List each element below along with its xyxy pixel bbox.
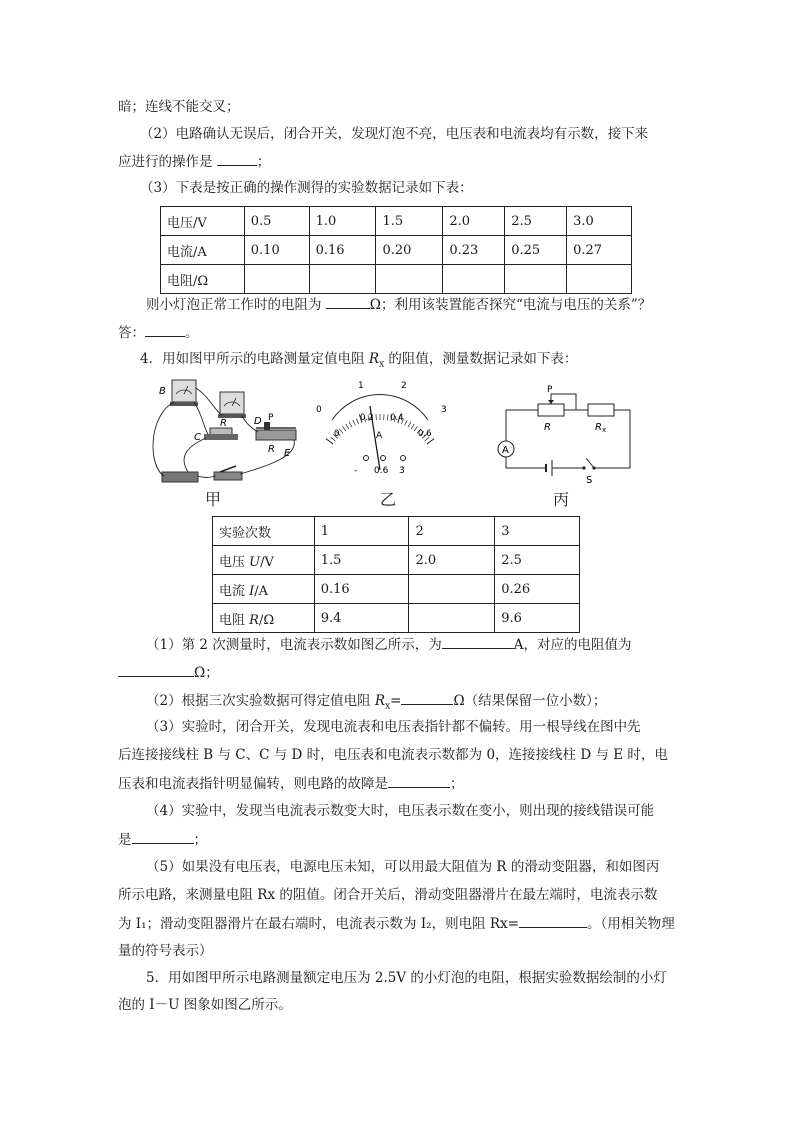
label-rx: R: [595, 422, 602, 433]
table-row: [213, 546, 580, 575]
q3-sub2-line-1: （2）电路确认无误后，闭合开关，发现灯泡不亮，电压表和电流表均有示数，接下来: [140, 126, 649, 142]
row-label-symbol: R: [249, 612, 259, 628]
table-cell: [244, 265, 309, 294]
row-header-cell: [213, 604, 315, 633]
q4-sub3-text-end: ；: [450, 776, 464, 792]
answer-blank[interactable]: [118, 662, 194, 677]
label-slider-p: P: [547, 385, 553, 395]
q3-sub2-end: ；: [256, 154, 271, 170]
table-cell: [376, 265, 443, 294]
dial-tick-mark: [356, 418, 358, 424]
dial-tick-mark: [387, 415, 388, 421]
dial-tick-mark: [427, 439, 434, 444]
label-p: P: [268, 413, 274, 423]
row-header-cell: [213, 575, 315, 604]
q3-sub3-question: [146, 294, 651, 315]
q3-sub2-text: 应进行的操作是: [118, 154, 217, 170]
q5-line-2: 泡的 I－U 图象如图乙所示。: [118, 997, 292, 1013]
table-row: [161, 236, 632, 265]
label-d: D: [254, 416, 262, 427]
q4-sub5-line-2: 所示电路，来测量电阻 Rx 的阻值。闭合开关后，滑动变阻器滑片在最左端时，电流表示数: [118, 887, 658, 903]
dial-unit: A: [376, 431, 383, 441]
table-cell: 9.6: [495, 604, 580, 633]
row-label-unit: /V: [260, 554, 274, 570]
q4-sub2-line: [146, 690, 606, 717]
q4-intro: [140, 349, 577, 375]
label-r: R: [220, 418, 227, 429]
figure-bing-circuit-diagram: [492, 384, 642, 484]
row-header-cell: 电流/A: [161, 236, 245, 265]
q4-sub2-text-end: Ω（结果保留一位小数）；: [453, 693, 607, 709]
q4-intro-text-end: 的阻值，测量数据记录如下表：: [384, 351, 578, 367]
row-label-symbol: U: [249, 554, 261, 570]
rx-subscript: x: [385, 701, 391, 712]
dial-tick-mark: [411, 424, 414, 429]
table-cell: 2.0: [443, 207, 505, 236]
table-cell: 1.5: [314, 546, 409, 575]
dial-top-tick-2: 2: [401, 381, 407, 391]
q4-sub1-text-end: Ω；: [194, 665, 219, 681]
answer-blank[interactable]: [217, 151, 257, 166]
header-cell: 3: [495, 517, 580, 546]
dial-inner-tick-1: 0.2: [360, 413, 374, 423]
table-row: [161, 265, 632, 294]
row-header-cell: 电阻/Ω: [161, 265, 245, 294]
row-header-cell: 电压/V: [161, 207, 245, 236]
row-header-cell: [213, 546, 315, 575]
table-row: [213, 575, 580, 604]
q4-sub1-line-1: [146, 634, 632, 655]
answer-blank[interactable]: [401, 690, 453, 705]
q4-data-table: [212, 516, 580, 633]
answer-blank[interactable]: [145, 322, 185, 337]
dial-tick-mark: [346, 424, 349, 429]
figure-jia-label: 甲: [205, 490, 222, 509]
row-label-unit: /A: [254, 583, 269, 599]
table-cell: 0.16: [309, 236, 376, 265]
figure-bing-label: 丙: [553, 490, 570, 509]
dial-top-tick-3: 3: [441, 405, 447, 415]
header-cell: 2: [409, 517, 495, 546]
table-cell: 2.0: [409, 546, 495, 575]
table-cell: 1.0: [309, 207, 376, 236]
table-cell: 0.16: [314, 575, 409, 604]
q4-sub2-text: （2）根据三次实验数据可得定值电阻: [146, 693, 375, 709]
q3-line-1: 暗；连线不能交叉；: [118, 99, 240, 115]
dial-tick-mark: [326, 439, 333, 444]
table-cell: 2.5: [495, 546, 580, 575]
label-rheostat-r: R: [544, 422, 551, 433]
dial-tick-mark: [339, 429, 343, 434]
table-cell: 0.10: [244, 236, 309, 265]
dial-tick-mark: [405, 420, 408, 425]
ammeter-symbol: A: [502, 445, 509, 456]
terminal-neg: -: [354, 466, 358, 476]
q4-sub3-line-2: 后连接接线柱 B 与 C、C 与 D 时，电压表和电流表示数都为 0，连接接线柱 D 与 E 时，电: [118, 747, 668, 763]
equals-sign: =: [390, 693, 402, 709]
q4-sub5-line-1: （5）如果没有电压表，电源电压未知，可以用最大阻值为 R 的滑动变阻器，和如图丙: [146, 859, 660, 875]
table-cell: 3.0: [567, 207, 632, 236]
q3-sub3-line: （3）下表是按正确的操作测得的实验数据记录如下表：: [140, 180, 473, 196]
q4-sub3-line-3: [118, 773, 464, 794]
dial-top-tick-0: 0: [316, 405, 322, 415]
table-cell: 0.27: [567, 236, 632, 265]
table-cell: 0.23: [443, 236, 505, 265]
q4-sub4-text-end: ；: [193, 832, 207, 848]
rx-subscript: x: [379, 359, 385, 370]
q4-sub3-line-1: （3）实验时，闭合开关，发现电流表和电压表指针都不偏转。用一根导线在图中先: [146, 719, 641, 735]
q3-sub2-line-2: [118, 151, 270, 172]
dial-tick-mark: [342, 426, 346, 431]
dial-top-tick-1: 1: [358, 381, 364, 391]
terminal-3: 3: [399, 466, 405, 476]
label-b: B: [159, 386, 166, 397]
q4-sub5-text-end: 。（用相关物理: [586, 916, 675, 932]
answer-label: 答：: [118, 325, 145, 341]
row-label-symbol: I: [249, 583, 255, 599]
dial-inner-tick-0: 0: [334, 429, 340, 439]
table-cell: 0.20: [376, 236, 443, 265]
q5-line-1: 5．用如图甲所示电路测量额定电压为 2.5V 的小灯泡的电阻，根据实验数据绘制的小灯: [146, 970, 667, 986]
terminal-06: 0.6: [374, 466, 389, 476]
table-cell: 0.5: [244, 207, 309, 236]
q3-resistance-text-end: Ω；利用该装置能否探究“电流与电压的关系”？: [369, 297, 652, 313]
q4-sub5-text: 为 I₁；滑动变阻器滑片在最右端时，电流表示数为 I₂，则电阻 Rx=: [118, 916, 519, 932]
table-cell: [567, 265, 632, 294]
table-header-row: [213, 517, 580, 546]
row-label-text: 电阻: [219, 612, 250, 628]
q4-sub5-line-4: 量的符号表示）: [118, 943, 213, 959]
dial-tick-mark: [408, 422, 411, 427]
table-cell: [409, 575, 495, 604]
answer-blank[interactable]: [326, 294, 370, 309]
q4-sub5-line-3: [118, 913, 675, 934]
dial-tick-mark: [349, 422, 352, 427]
label-rx-sub: x: [602, 426, 607, 434]
q4-sub1-text: （1）第 2 次测量时，电流表示数如图乙所示，为: [146, 637, 442, 653]
q3-answer-line: [118, 322, 199, 343]
figure-jia-circuit-photo: [148, 376, 308, 488]
q4-sub4-text: 是: [118, 832, 132, 848]
label-switch-s: S: [586, 475, 593, 484]
dial-inner-tick-3: 0.6: [418, 429, 432, 439]
q4-sub1-text-mid: A，对应的电阻值为: [513, 637, 632, 653]
table-cell: 1.5: [376, 207, 443, 236]
q3-resistance-text: 则小灯泡正常工作时的电阻为: [146, 297, 326, 313]
figure-yi-ammeter-dial: [310, 378, 450, 478]
header-cell: 实验次数: [213, 517, 315, 546]
q4-sub4-line-2: [118, 829, 207, 850]
q4-sub1-line-2: [118, 662, 219, 683]
table-cell: 2.5: [505, 207, 567, 236]
row-label-text: 电压: [219, 554, 250, 570]
header-cell: 1: [314, 517, 409, 546]
answer-blank[interactable]: [132, 829, 194, 844]
dial-tick-mark: [353, 420, 356, 425]
table-cell: [443, 265, 505, 294]
table-cell: [309, 265, 376, 294]
rx-symbol: R: [368, 351, 380, 367]
q4-intro-text: 4．用如图甲所示的电路测量定值电阻: [140, 351, 369, 367]
answer-blank[interactable]: [442, 634, 514, 649]
q3-data-table: [160, 206, 632, 294]
label-c: C: [194, 432, 201, 443]
table-cell: [409, 604, 495, 633]
table-cell: 0.26: [495, 575, 580, 604]
table-cell: [505, 265, 567, 294]
table-row: [213, 604, 580, 633]
row-label-text: 电流: [219, 583, 250, 599]
label-e: E: [284, 448, 291, 459]
table-row: [161, 207, 632, 236]
table-cell: 0.25: [505, 236, 567, 265]
row-label-unit: /Ω: [258, 612, 275, 628]
answer-end: 。: [185, 325, 199, 341]
q4-sub4-line-1: （4）实验中，发现当电流表示数变大时，电压表示数在变小，则出现的接线错误可能: [146, 803, 655, 819]
answer-blank[interactable]: [519, 913, 587, 928]
dial-inner-tick-2: 0.4: [390, 413, 404, 423]
q4-sub3-text: 压表和电流表指针明显偏转，则电路的故障是: [118, 776, 388, 792]
rx-symbol: R: [374, 693, 386, 709]
table-cell: 9.4: [314, 604, 409, 633]
label-r2: R: [268, 444, 275, 455]
answer-blank[interactable]: [388, 773, 450, 788]
figure-yi-label: 乙: [380, 490, 397, 509]
